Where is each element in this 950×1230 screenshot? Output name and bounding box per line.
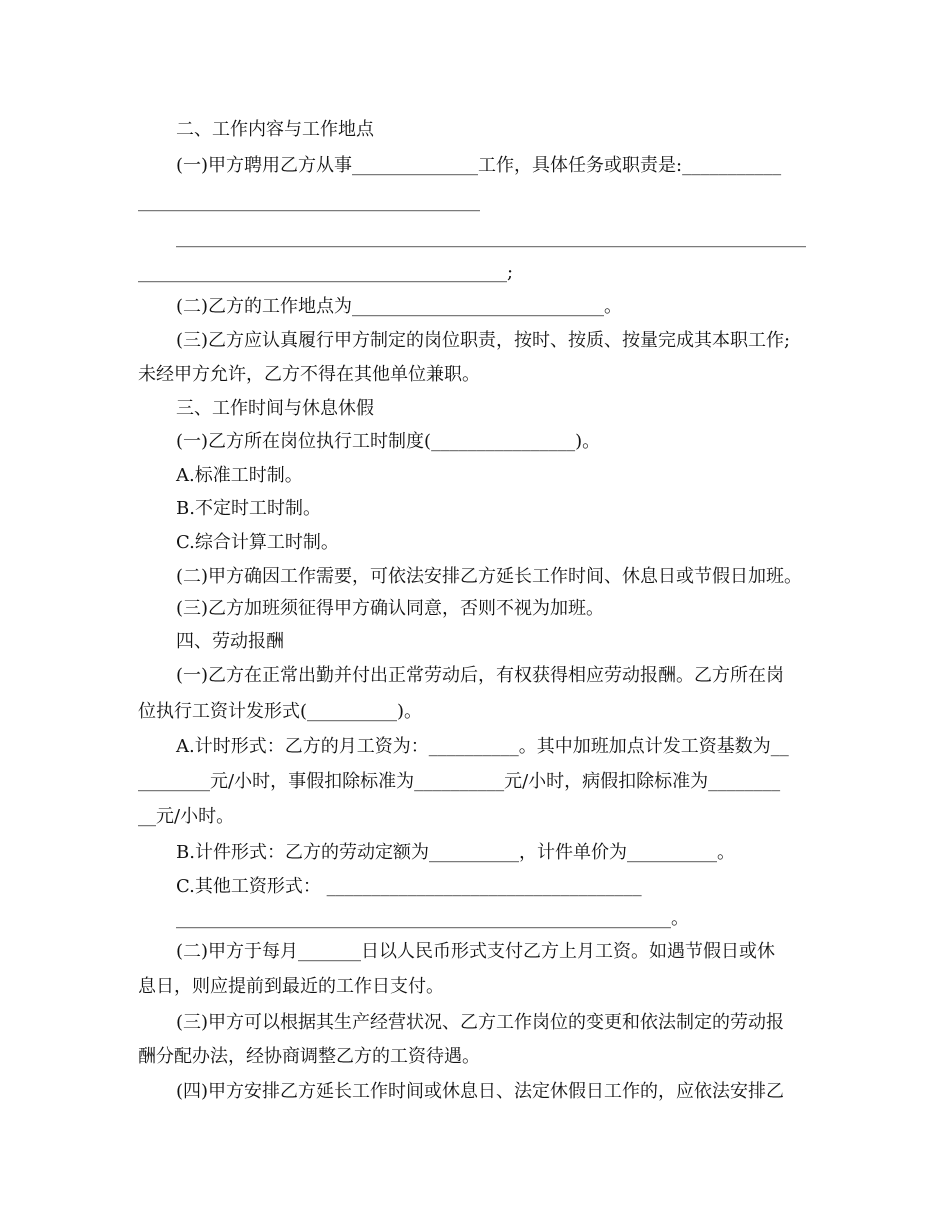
option-line: A.标准工时制。 [176,465,303,486]
paragraph-line: 位执行工资计发形式(__________)。 [138,701,423,722]
section-heading-4: 四、劳动报酬 [176,631,284,652]
paragraph-line: __元/小时。 [138,806,235,827]
option-line: B.不定时工时制。 [176,498,321,519]
paragraph-line: 息日，则应提前到最近的工作日支付。 [138,976,444,997]
option-line: B.计件形式：乙方的劳动定额为__________，计件单价为__________。 [176,842,735,863]
section-heading-3: 三、工作时间与休息休假 [176,398,374,419]
paragraph-line: ________元/小时，事假扣除标准为__________元/小时，病假扣除标准为________ [138,771,781,792]
paragraph-line: ______________________________________ [138,191,480,212]
option-line: C.其他工资形式： ___________________________________ [176,876,642,897]
paragraph-line: ______________________________________________________________________ [176,227,806,248]
paragraph-line: (二)甲方于每月_______日以人民币形式支付乙方上月工资。如遇节假日或休 [176,941,776,962]
paragraph-line: (四)甲方安排乙方延长工作时间或休息日、法定休假日工作的，应依法安排乙 [176,1081,785,1102]
paragraph-line: (三)甲方可以根据其生产经营状况、乙方工作岗位的变更和依法制定的劳动报 [176,1012,785,1033]
paragraph-line: (一)乙方所在岗位执行工时制度(________________)。 [176,431,601,452]
option-line: C.综合计算工时制。 [176,532,339,553]
paragraph-line: _______________________________________________________。 [176,908,689,929]
paragraph-line: _________________________________________; [138,262,514,283]
paragraph-line: (三)乙方加班须征得甲方确认同意，否则不视为加班。 [176,598,605,619]
paragraph-line: (二)甲方确因工作需要，可依法安排乙方延长工作时间、休息日或节假日加班。 [176,566,803,587]
option-line: A.计时形式：乙方的月工资为：__________。其中加班加点计发工资基数为__ [176,736,789,757]
paragraph-line: (二)乙方的工作地点为____________________________。 [176,296,623,317]
paragraph-line: (一)乙方在正常出勤并付出正常劳动后，有权获得相应劳动报酬。乙方所在岗 [176,665,785,686]
paragraph-line: 酬分配办法，经协商调整乙方的工资待遇。 [138,1046,480,1067]
paragraph-line: (三)乙方应认真履行甲方制定的岗位职责，按时、按质、按量完成其本职工作; [176,330,791,351]
section-heading-2: 二、工作内容与工作地点 [176,119,374,140]
paragraph-line: (一)甲方聘用乙方从事______________工作，具体任务或职责是:___________ [176,155,782,176]
paragraph-line: 未经甲方允许，乙方不得在其他单位兼职。 [138,364,480,385]
